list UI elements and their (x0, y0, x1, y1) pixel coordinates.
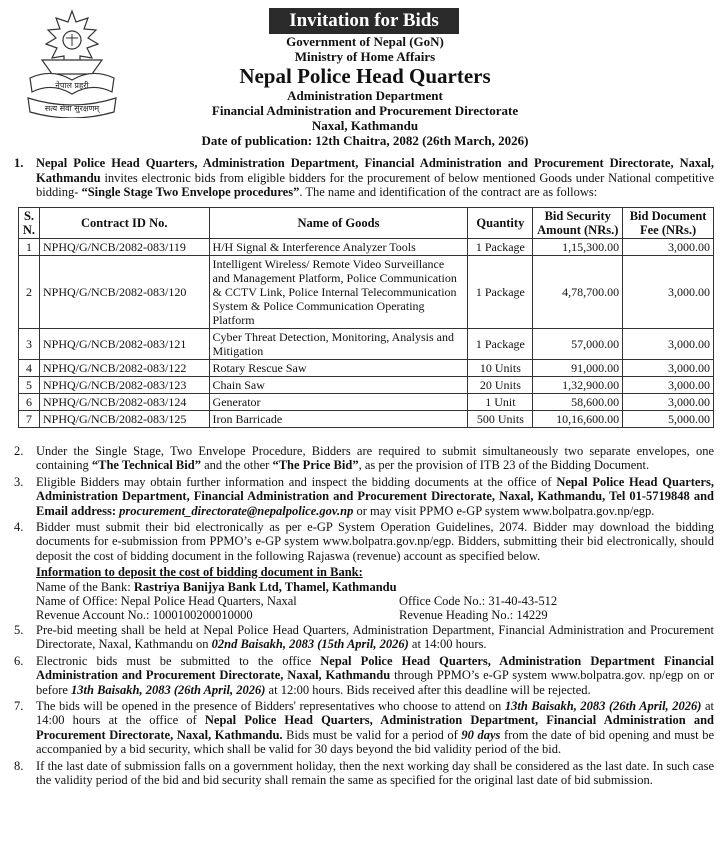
cell-goods: Generator (209, 394, 468, 411)
item-date: 02nd Baisakh, 2083 (15th April, 2026) (211, 637, 409, 652)
cell-doc-fee: 3,000.00 (623, 329, 714, 360)
item-bold: Nepal Police Head Quarters, Administration Department, Financial Administration and Procurement Directorate, Naxal, Kathmandu, Tel 01-5719848 and Email address: (36, 474, 714, 518)
list-item (14, 444, 714, 473)
item-validity: 90 days (461, 727, 501, 742)
cell-bid-security: 58,600.00 (533, 394, 623, 411)
list-item (14, 759, 714, 788)
item-number: 4. (14, 520, 24, 535)
gov-name: Government of Nepal (GoN) (286, 34, 444, 49)
list-item (14, 699, 714, 757)
col-goods: Name of Goods (209, 208, 468, 239)
cell-doc-fee: 3,000.00 (623, 394, 714, 411)
cell-contract-id: NPHQ/G/NCB/2082-083/121 (39, 329, 209, 360)
table-row (19, 377, 714, 394)
office-name: Name of Office: Nepal Police Head Quarters, Naxal (36, 594, 297, 609)
cell-goods: Iron Barricade (209, 411, 468, 428)
intro-text-end: . The name and identification of the contract are as follows: (299, 185, 598, 199)
intro-procedure: “Single Stage Two Envelope procedures” (81, 185, 300, 199)
cell-quantity: 1 Package (468, 329, 533, 360)
item-text: Bidder must submit their bid electronically as per e-GP System Operation Guidelines, 2074. Bidder may download the bidding documents for e-submission from PPMO’s e-GP system www.bolpatra.gov.np/egp. Bidders, submitting their bid electronically, should deposit the cost of bidding document in the following Rajaswa (revenue) account as specified below. (36, 520, 714, 563)
contracts-table (18, 207, 714, 428)
table-header-row (19, 208, 714, 239)
col-contract-id: Contract ID No. (39, 208, 209, 239)
directorate-name: Financial Administration and Procurement Directorate (211, 103, 519, 118)
cell-bid-security: 57,000.00 (533, 329, 623, 360)
item-text: from the date of bid opening and must be accompanied by a bid security, which shall be valid for 30 days beyond the bid validity period of the bid. (36, 727, 714, 757)
cell-contract-id: NPHQ/G/NCB/2082-083/119 (39, 239, 209, 256)
cell-sn: 3 (19, 329, 40, 360)
item-number: 5. (14, 622, 24, 637)
emblem-text-bottom: सत्य सेवा सुरक्षणम् (44, 104, 100, 113)
bank-heading: Information to deposit the cost of bidding document in Bank: (36, 565, 363, 580)
cell-quantity: 1 Package (468, 256, 533, 329)
cell-bid-security: 91,000.00 (533, 360, 623, 377)
item-number: 2. (14, 444, 24, 458)
cell-quantity: 20 Units (468, 377, 533, 394)
cell-sn: 2 (19, 256, 40, 329)
cell-bid-security: 10,16,600.00 (533, 411, 623, 428)
location: Naxal, Kathmandu (311, 118, 419, 133)
item-text: through PPMO’s e-GP system www.bolpatra.gov. np/egp on or before (36, 668, 714, 697)
bank-info (36, 565, 714, 623)
cell-contract-id: NPHQ/G/NCB/2082-083/122 (39, 360, 209, 377)
item-text: Under the Single Stage, Two Envelope Procedure, Bidders are required to submit simultaneously two separate envelopes, one containing (36, 444, 714, 473)
nepal-police-emblem-icon (22, 8, 122, 118)
col-doc-fee: Bid Document Fee (NRs.) (623, 208, 714, 239)
item-text: at 14:00 hours at the office of (36, 698, 714, 728)
dept-name: Administration Department (287, 88, 443, 103)
list-item (14, 475, 714, 518)
list-item (14, 520, 714, 563)
col-quantity: Quantity (468, 208, 533, 239)
item-number: 8. (14, 758, 24, 773)
item-number: 7. (14, 698, 24, 713)
emblem-text-top: नेपाल प्रहरी (55, 81, 89, 90)
conditions-list (14, 444, 714, 789)
cell-contract-id: NPHQ/G/NCB/2082-083/123 (39, 377, 209, 394)
item-text: If the last date of submission falls on a government holiday, then the next working day shall be considered as the last date. In such case the validity period of the bid and bid security shall remain the same as specified for the original last date of bid submission. (36, 758, 714, 787)
cell-sn: 5 (19, 377, 40, 394)
cell-doc-fee: 3,000.00 (623, 239, 714, 256)
item-number: 1. (14, 156, 24, 170)
item-bold: Nepal Police Head Quarters, Administration Department, Financial Administration and Procurement Directorate, Naxal, Kathmandu. (36, 713, 715, 742)
item-bold: Nepal Police Head Quarters, Administration Department Financial Administration and Procurement Directorate, Naxal, Kathmandu (36, 653, 714, 683)
revenue-heading: Revenue Heading No.: 14229 (399, 608, 548, 623)
cell-bid-security: 1,32,900.00 (533, 377, 623, 394)
table-row (19, 411, 714, 428)
cell-quantity: 10 Units (468, 360, 533, 377)
item-text: or may visit PPMO e-GP system www.bolpatra.gov.np/egp. (353, 503, 655, 518)
header-block (140, 34, 590, 149)
item-text: Electronic bids must be submitted to the office (36, 653, 321, 668)
cell-bid-security: 1,15,300.00 (533, 239, 623, 256)
cell-goods: Cyber Threat Detection, Monitoring, Analysis and Mitigation (209, 329, 468, 360)
col-bid-security: Bid Security Amount (NRs.) (533, 208, 623, 239)
cell-doc-fee: 5,000.00 (623, 411, 714, 428)
item-text: Pre-bid meeting shall be held at Nepal Police Head Quarters, Administration Department, Financial Administration and Procurement Directorate, Naxal, Kathmandu on (36, 622, 714, 652)
item-text: at 12:00 hours. Bids received after this deadline will be rejected. (265, 682, 591, 697)
item-date: 13th Baisakh, 2083 (26th April, 2026) (71, 682, 266, 697)
cell-doc-fee: 3,000.00 (623, 377, 714, 394)
table-row (19, 256, 714, 329)
table-row (19, 329, 714, 360)
cell-goods: Intelligent Wireless/ Remote Video Surveillance and Management Platform, Police Communication & CCTV Link, Police Internal Telecommunication System & Police Communication Operating Platform (209, 256, 468, 329)
cell-sn: 6 (19, 394, 40, 411)
ministry-name: Ministry of Home Affairs (294, 49, 436, 64)
cell-goods: Chain Saw (209, 377, 468, 394)
cell-sn: 1 (19, 239, 40, 256)
publication-date: Date of publication: 12th Chaitra, 2082 (26th March, 2026) (201, 133, 529, 148)
org-name: Nepal Police Head Quarters (239, 64, 491, 88)
cell-doc-fee: 3,000.00 (623, 360, 714, 377)
item-bold: “The Technical Bid” (91, 458, 201, 473)
office-code: Office Code No.: 31-40-43-512 (399, 594, 558, 609)
item-text: at 14:00 hours. (408, 637, 487, 652)
list-item (14, 623, 714, 652)
cell-quantity: 1 Package (468, 239, 533, 256)
item-text: and the other (200, 458, 273, 473)
bank-label: Name of the Bank: (36, 579, 134, 594)
cell-sn: 7 (19, 411, 40, 428)
table-row (19, 239, 714, 256)
item-text: The bids will be opened in the presence of Bidders' representatives who choose to attend on (36, 698, 505, 713)
list-item (14, 654, 714, 697)
item-number: 3. (14, 474, 24, 489)
cell-bid-security: 4,78,700.00 (533, 256, 623, 329)
table-row (19, 360, 714, 377)
cell-contract-id: NPHQ/G/NCB/2082-083/125 (39, 411, 209, 428)
page-title-banner: Invitation for Bids (269, 8, 459, 34)
cell-contract-id: NPHQ/G/NCB/2082-083/124 (39, 394, 209, 411)
item-date: 13th Baisakh, 2083 (26th April, 2026) (504, 698, 702, 713)
cell-quantity: 500 Units (468, 411, 533, 428)
email-link[interactable]: procurement_directorate@nepalpolice.gov.np (119, 503, 354, 518)
cell-goods: Rotary Rescue Saw (209, 360, 468, 377)
bank-name: Rastriya Banijya Bank Ltd, Thamel, Kathmandu (133, 579, 397, 594)
intro-paragraph (14, 156, 714, 200)
item-text: , as per the provision of ITB 23 of the Bidding Document. (358, 458, 650, 473)
cell-quantity: 1 Unit (468, 394, 533, 411)
item-number: 6. (14, 653, 24, 668)
cell-contract-id: NPHQ/G/NCB/2082-083/120 (39, 256, 209, 329)
col-sn: S. N. (19, 208, 40, 239)
table-row (19, 394, 714, 411)
cell-goods: H/H Signal & Interference Analyzer Tools (209, 239, 468, 256)
item-bold: “The Price Bid” (272, 458, 359, 473)
item-text: Bids must be valid for a period of (282, 727, 462, 742)
intro-text: invites electronic bids from eligible bidders for the procurement of below mentioned Goods under National competitive bidding- (36, 170, 714, 199)
intro-org: Nepal Police Head Quarters, Administration Department, Financial Administration and Procurement Directorate, Naxal, Kathmandu (36, 156, 714, 185)
item-text: Eligible Bidders may obtain further information and inspect the bidding documents at the office of (36, 474, 557, 489)
cell-doc-fee: 3,000.00 (623, 256, 714, 329)
cell-sn: 4 (19, 360, 40, 377)
revenue-account: Revenue Account No.: 1000100200010000 (36, 608, 253, 623)
